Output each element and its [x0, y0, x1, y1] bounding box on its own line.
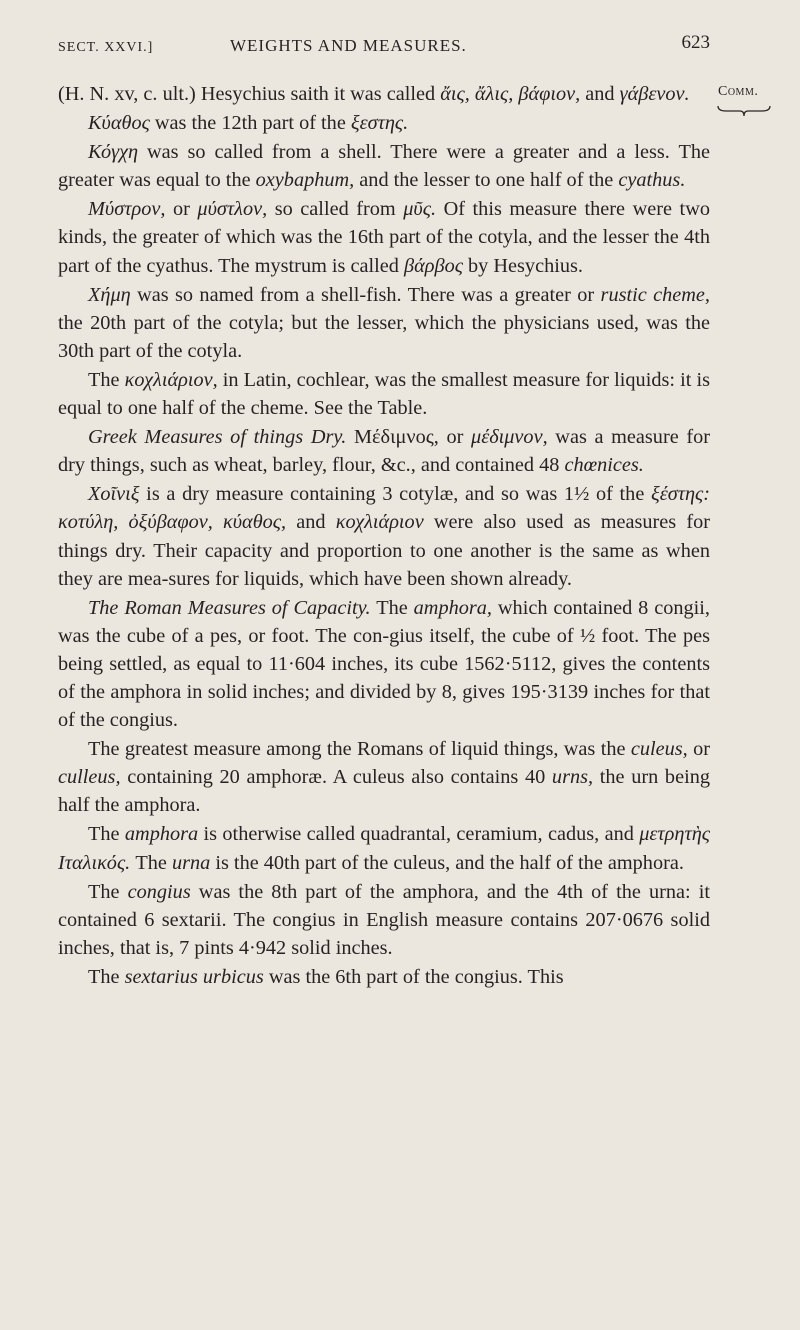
text-run: and	[286, 511, 336, 534]
text-run: The	[370, 596, 414, 619]
italic-text: Μύστρον,	[88, 198, 166, 221]
body-paragraph	[58, 109, 710, 137]
text-run: containing 20 amphoræ. A culeus also contains 40	[120, 766, 552, 789]
text-run: The	[88, 368, 125, 391]
margin-brace-icon	[716, 104, 772, 118]
text-run: The greatest measure among the Romans of liquid things, was the	[88, 738, 631, 761]
italic-text: μῦς.	[403, 198, 437, 221]
italic-text: κοχλιάριον,	[124, 368, 218, 391]
text-run: is a dry measure containing 3 cotylæ, and so was 1½ of the	[139, 483, 652, 506]
italic-text: amphora,	[413, 596, 492, 619]
italic-text: urns,	[551, 766, 594, 789]
italic-text: sextarius urbicus	[124, 965, 264, 988]
italic-text: culeus,	[630, 738, 688, 761]
italic-text: congius	[127, 880, 191, 903]
body-paragraph	[58, 963, 710, 991]
italic-text: μύστλον,	[197, 198, 268, 221]
italic-text: oxybaphum,	[255, 169, 355, 192]
italic-text: ξεστης.	[350, 112, 409, 135]
body-paragraph	[58, 735, 710, 819]
body-paragraph	[58, 594, 710, 734]
text-run: is otherwise called quadrantal, ceramium, cadus, and	[198, 823, 640, 846]
body-paragraph	[58, 366, 710, 422]
page-number: 623	[681, 32, 710, 53]
body-paragraph	[58, 423, 710, 479]
italic-text: urna	[171, 851, 211, 874]
text-run: the urn being half the amphora.	[58, 766, 710, 817]
italic-text: Greek Measures of things Dry.	[88, 426, 347, 449]
text-run: were also used as measures for things dry. Their capacity and proportion to one another is the same as when they are mea-sures for liquids, which have been shown already.	[58, 511, 710, 590]
italic-text: Κύαθος	[88, 112, 150, 135]
text-run: was so named from a shell-fish. There was a greater or	[130, 283, 601, 306]
italic-text: κοχλιάριον	[335, 511, 424, 534]
text-run: (H. N. xv, c. ult.) Hesychius saith it was called	[58, 83, 441, 105]
text-run: The	[130, 851, 172, 874]
running-header	[58, 30, 710, 60]
margin-note: Comm.	[718, 84, 759, 99]
text-run: in Latin, cochlear, was the smallest measure for liquids: it is equal to one half of the cheme. See the Table.	[58, 368, 710, 420]
text-run: The	[88, 880, 128, 903]
italic-text: βάρβος	[404, 254, 463, 277]
body-paragraph	[58, 138, 710, 194]
italic-text: Κόγχη	[88, 141, 139, 164]
body-paragraph	[58, 281, 710, 365]
text-run: and	[580, 83, 620, 105]
running-title: WEIGHTS AND MEASURES.	[230, 36, 467, 55]
body-paragraph	[58, 195, 710, 279]
text-run: was a measure for dry things, such as wheat, barley, flour, &c., and contained 48	[58, 426, 710, 477]
italic-text: chœnices.	[564, 454, 644, 477]
body-paragraph	[58, 80, 710, 108]
text-run: and the lesser to one half of the	[354, 169, 619, 192]
body-text	[58, 80, 710, 991]
italic-text: amphora	[124, 823, 199, 846]
italic-text: rustic cheme,	[600, 283, 710, 306]
italic-text: ξέστης: κοτύλη, ὀξύβαφον, κύαθος,	[58, 483, 710, 534]
italic-text: cyathus.	[618, 169, 686, 192]
text-run: Μέδιμνος, or	[346, 426, 472, 449]
text-run: Of this measure there were two kinds, the greater of which was the 16th part of the cotyla, and the lesser the 4th part of the cyathus. The mystrum is called	[58, 198, 710, 277]
italic-text: ἄις, ἄλις, βάφιον,	[440, 83, 581, 105]
text-run: was the 8th part of the amphora, and the 4th of the urna: it contained 6 sextarii. The congius in English measure contains 207·0676 solid inches, that is, 7 pints 4·942 solid inches.	[58, 880, 710, 959]
italic-text: Χοῖνιξ	[88, 483, 140, 506]
italic-text: μετρητὴς Ιταλικός.	[58, 823, 710, 874]
italic-text: The Roman Measures of Capacity.	[88, 596, 371, 619]
text-run: which contained 8 congii, was the cube of a pes, or foot. The con-gius itself, the cube of ½ foot. The pes being settled, as equal to 11·604 inches, its cube 1562·5112, gives the contents of the amphora in solid inches; and divided by 8, gives 195·3139 inches for that of the congius.	[58, 596, 710, 732]
body-paragraph	[58, 480, 710, 592]
italic-text: γάβενον.	[619, 83, 690, 105]
text-run: The	[88, 823, 125, 846]
text-run: by Hesychius.	[462, 254, 583, 277]
text-run: The	[88, 965, 125, 988]
italic-text: Χήμη	[88, 283, 131, 306]
section-reference: SECT. XXVI.]	[58, 40, 154, 55]
text-run: so called from	[267, 198, 404, 221]
body-paragraph	[58, 820, 710, 876]
text-run: the 20th part of the cotyla; but the lesser, which the physicians used, was the 30th part of the cotyla.	[58, 311, 710, 362]
italic-text: culleus,	[58, 766, 121, 789]
text-run: was the 12th part of the	[149, 112, 351, 135]
body-paragraph	[58, 878, 710, 962]
italic-text: μέδιμνον,	[471, 426, 548, 449]
text-run: is the 40th part of the culeus, and the half of the amphora.	[210, 851, 684, 874]
text-run: or	[687, 738, 710, 761]
text-run: was so called from a shell. There were a greater and a less. The greater was equal to the	[58, 141, 710, 192]
text-run: or	[165, 198, 198, 221]
text-run: was the 6th part of the congius. This	[263, 965, 564, 988]
